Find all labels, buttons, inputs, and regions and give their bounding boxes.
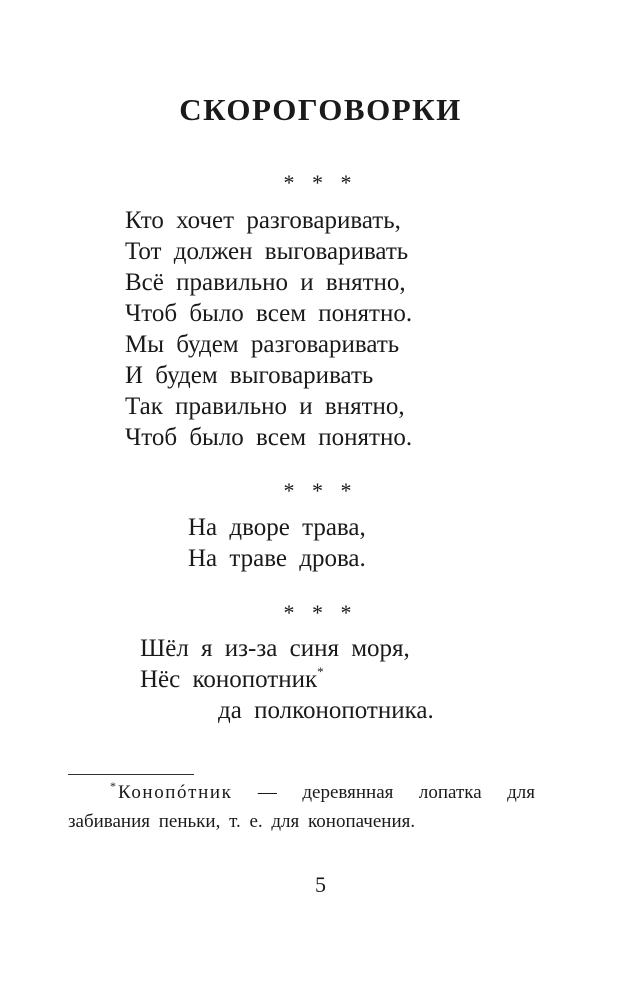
stanza-separator: * * * (283, 170, 358, 195)
footnote-term: Конопóтник (118, 782, 233, 803)
page-number: 5 (315, 872, 326, 897)
poem-line: И будем выговаривать (125, 362, 374, 389)
poem-line: да полконопотника. (218, 697, 434, 724)
stanza-separator: * * * (283, 600, 358, 625)
page-title: СКОРОГОВОРКИ (179, 92, 462, 127)
poem-line: На траве дрова. (188, 545, 366, 572)
poem-line-text: Нёс конопотник (140, 666, 318, 693)
poem-3 (140, 633, 434, 726)
poem-line: Всё правильно и внятно, (125, 269, 406, 296)
poem-line: Кто хочет разговаривать, (125, 207, 401, 234)
poem-2 (188, 512, 366, 574)
poem-line (140, 664, 434, 695)
poem-1 (125, 205, 412, 453)
footnote (68, 778, 535, 836)
footnote-divider (68, 774, 194, 775)
poem-line: Шёл я из-за синя моря, (140, 635, 410, 662)
poem-line: Чтоб было всем понятно. (125, 300, 413, 327)
poem-line: Тот должен выговаривать (125, 238, 409, 265)
poem-line: Так правильно и внятно, (125, 393, 405, 420)
poem-line: На дворе трава, (188, 514, 366, 541)
stanza-separator: * * * (283, 478, 358, 503)
footnote-mark: * (110, 779, 116, 793)
footnote-reference: * (317, 664, 324, 679)
poem-line: Мы будем разговаривать (125, 331, 400, 358)
footnote-text: — деревянная лопатка для забивания пеньки, т. е. для конопачения. (68, 782, 535, 832)
poem-line: Чтоб было всем понятно. (125, 424, 413, 451)
